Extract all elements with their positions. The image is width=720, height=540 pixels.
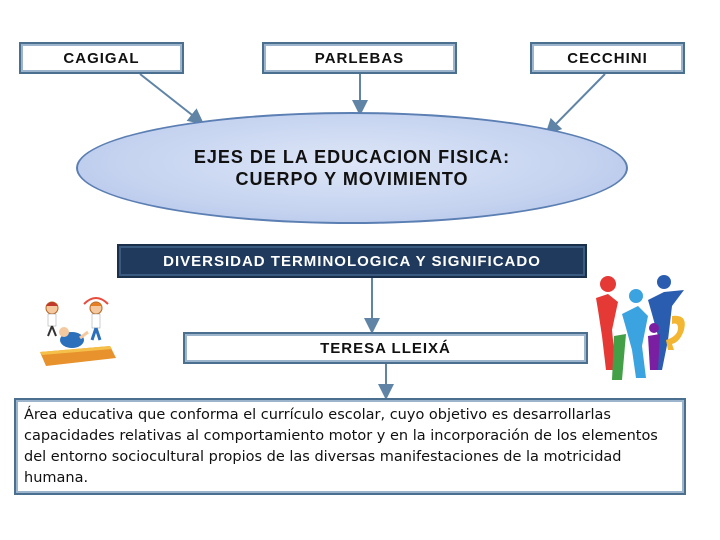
lleixa-label: TERESA LLEIXÁ — [320, 339, 451, 357]
central-concept-ellipse — [76, 112, 628, 224]
author-box-cecchini — [530, 42, 685, 74]
diversity-banner — [117, 244, 587, 278]
kids-gymnastics-icon — [36, 296, 118, 368]
author-label-cecchini: CECCHINI — [567, 49, 648, 67]
central-concept-line2: CUERPO Y MOVIMIENTO — [235, 169, 469, 189]
author-box-parlebas — [262, 42, 457, 74]
arrow-cagigal — [140, 74, 201, 122]
author-label-parlebas: PARLEBAS — [314, 49, 405, 67]
author-box-cagigal — [19, 42, 184, 74]
author-label-cagigal: CAGIGAL — [63, 49, 140, 67]
diversity-label: DIVERSIDAD TERMINOLOGICA Y SIGNIFICADO — [163, 252, 541, 270]
colorful-people-icon — [592, 270, 692, 395]
lleixa-box — [183, 332, 588, 364]
definition-box — [14, 398, 686, 495]
arrow-cecchini — [548, 74, 605, 132]
definition-text: Área educativa que conforma el currículo escolar, cuyo objetivo es desarrollarlas capacidades relativas al comportamiento motor y en la incorporación de los elementos del entorno sociocultural propios de las diversas manifestaciones de la motricidad humana. — [24, 407, 658, 486]
central-concept-line1: EJES DE LA EDUCACION FISICA: — [193, 147, 511, 167]
